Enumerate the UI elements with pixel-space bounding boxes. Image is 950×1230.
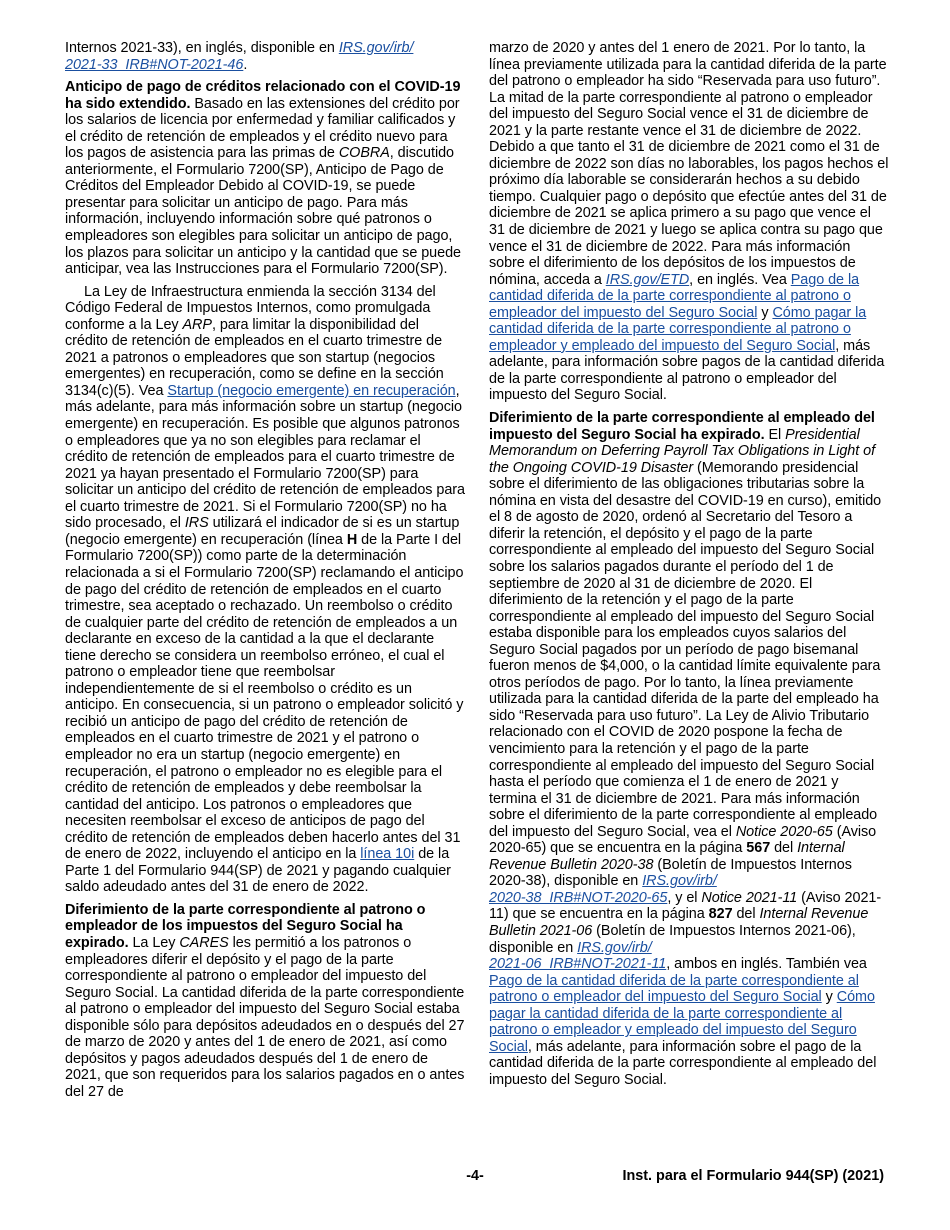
link-employer-deferred-payment-2[interactable]: Pago de la cantidad diferida de la parte correspondiente al patrono o empleador del impuesto del Seguro Social	[489, 972, 859, 1006]
page-footer	[0, 1168, 950, 1188]
footer-doc-title: Inst. para el Formulario 944(SP) (2021)	[622, 1168, 884, 1184]
heading-covid-advance: Anticipo de pago de créditos relacionado con el COVID-19 ha sido extendido.	[65, 79, 461, 112]
heading-employer-deferral: Diferimiento de la parte correspondiente al patrono o empleador de los impuestos del Seguro Social ha expirado.	[65, 901, 426, 951]
link-how-to-pay-deferred[interactable]: Cómo pagar la cantidad diferida de la parte correspondiente al patrono o empleador y empleado del impuesto del Seguro Social	[489, 304, 867, 354]
link-startup-recovery[interactable]: Startup (negocio emergente) en recuperación	[167, 382, 456, 399]
page-number: -4-	[466, 1168, 484, 1184]
link-how-to-pay-deferred-2[interactable]: Cómo pagar la cantidad diferida de la parte correspondiente al patrono o empleador y empleado del impuesto del Seguro Social	[489, 989, 875, 1055]
link-line-10i[interactable]: línea 10i	[360, 846, 415, 863]
paragraph-employer-deferral: Diferimiento de la parte correspondiente al patrono o empleador de los impuestos del Seguro Social ha expirado. La Ley CARES les permitió a los patronos o empleadores diferir el depósito y el pago de la parte correspondiente al patrono o empleador del impuesto del Seguro Social. La cantidad diferida de la parte correspondiente al patrono o empleador del impuesto del Seguro Social estaba disponible sólo para depósitos adeudados en o después del 27 de marzo de 2020 y antes del 1 de enero de 2021, así como depósitos y pagos adeudados después del 1 de enero de 2021, que son requeridos para los salarios pagados en o antes del 27 de	[65, 901, 465, 1100]
link-irb-2021-06[interactable]: IRS.gov/irb/ 2021-06_IRB#NOT-2021-11	[489, 939, 667, 973]
paragraph-covid-advance: Anticipo de pago de créditos relacionado con el COVID-19 ha sido extendido. Basado en las extensiones del crédito por los salarios de licencia por enfermedad y familiar calificados y el crédito de retención de empleados y el crédito nuevo para los pagos de asistencia para las primas de COBRA, discutido anteriormente, el Formulario 7200(SP), Anticipo de Pago de Créditos del Empleador Debido al COVID-19, se puede presentar para solicitar un anticipo de pago. Para más información, incluyendo información sobre qué patronos o empleadores son elegibles para solicitar un anticipo de pago, los plazos para solicitar un anticipo y la cantidad que se puede anticipar, vea las Instrucciones para el Formulario 7200(SP).	[65, 79, 461, 278]
heading-employee-deferral: Diferimiento de la parte correspondiente al empleado del impuesto del Seguro Social ha expirado.	[489, 410, 875, 443]
left-column	[65, 40, 465, 1106]
paragraph-employer-deferral-continued: marzo de 2020 y antes del 1 enero de 2021. Por lo tanto, la línea previamente utilizada para la cantidad diferida de la parte del patrono o empleador ha sido “Reservada para uso futuro”. La mitad de la parte correspondiente al patrono o empleador del impuesto del Seguro Social vence el 31 de diciembre de 2021 y la parte restante vence el 31 de diciembre de 2022. Debido a que tanto el 31 de diciembre de 2021 como el 31 de diciembre de 2022 son días no laborables, los pagos hechos el próximo día laborable se considerarán hechos a su debido tiempo. Cualquier pago o depósito que efectúe antes del 31 de diciembre de 2021 se aplica primero a su pago que vence el 31 de diciembre de 2021 y luego se aplica contra su pago que vence el 31 de diciembre de 2022. Para más información sobre el diferimiento de los depósitos de los impuestos de nómina, acceda a IRS.gov/ETD, en inglés. Vea Pago de la cantidad diferida de la parte correspondiente al patrono o empleador del impuesto del Seguro Social y Cómo pagar la cantidad diferida de la parte correspondiente al patrono o empleador y empleado del impuesto del Seguro Social, más adelante, para información sobre pagos de la cantidad diferida de la parte correspondiente al patrono o empleador del impuesto del Seguro Social.	[489, 40, 889, 404]
paragraph-continued: Internos 2021-33), en inglés, disponible en IRS.gov/irb/ 2021-33_IRB#NOT-2021-46.	[65, 40, 414, 73]
paragraph-employee-deferral: Diferimiento de la parte correspondiente al empleado del impuesto del Seguro Social ha expirado. El Presidential Memorandum on Deferring Payroll Tax Obligations in Light of the Ongoing COVID-19 Disaster (Memorando presidencial sobre el diferimiento de las obligaciones tributarias sobre la nómina en vista del desastre del COVID-19 en curso), emitido el 8 de agosto de 2020, ordenó al Secretario del Tesoro a diferir la retención, el depósito y el pago de la parte correspondiente al empleado del impuesto del Seguro Social sobre los salarios pagados durante el período del 1 de septiembre de 2020 al 31 de diciembre de 2020. El diferimiento de la retención y el pago de la parte correspondiente al empleado del impuesto del Seguro Social estaba disponible para los empleados cuyos salarios del Seguro Social pagados por un período de pago bisemanal fueron menos de $4,000, o la cantidad límite equivalente para otros períodos de pago. Por lo tanto, la línea previamente utilizada para la cantidad diferida de la parte del empleado ha sido “Reservada para uso futuro”. La Ley de Alivio Tributario relacionado con el COVID de 2020 pospone la fecha de vencimiento para la retención y el pago de la parte correspondiente al empleado del impuesto del Seguro Social hasta el período que comienza el 1 de enero de 2021 y termina el 31 de diciembre de 2021. Para más información sobre el diferimiento de la parte correspondiente al empleado del impuesto del Seguro Social, vea el Notice 2020-65 (Aviso 2020-65) que se encuentra en la página 567 del Internal Revenue Bulletin 2020-38 (Boletín de Impuestos Internos 2020-38), disponible en IRS.gov/irb/ 2020-38_IRB#NOT-2020-65, y el Notice 2021-11 (Aviso 2021-11) que se encuentra en la página 827 del Internal Revenue Bulletin 2021-06 (Boletín de Impuestos Internos 2021-06), disponible en IRS.gov/irb/ 2021-06_IRB#NOT-2021-11, ambos en inglés. También vea Pago de la cantidad diferida de la parte correspondiente al patrono o empleador del impuesto del Seguro Social y Cómo pagar la cantidad diferida de la parte correspondiente al patrono o empleador y empleado del impuesto del Seguro Social, más adelante, para información sobre el pago de la cantidad diferida de la parte correspondiente al empleado del impuesto del Seguro Social.	[489, 410, 882, 1088]
link-irb-2021-33[interactable]: IRS.gov/irb/ 2021-33_IRB#NOT-2021-46	[65, 40, 414, 73]
paragraph-infrastructure-act: La Ley de Infraestructura enmienda la sección 3134 del Código Federal de Impuestos Internos, como promulgada conforme a la Ley ARP, para limitar la disponibilidad del crédito de retención de empleados en el cuarto trimestre de 2021 a patronos o empleadores que son startup (negocios emergentes) en recuperación, como se define en la sección 3134(c)(5). Vea Startup (negocio emergente) en recuperación, más adelante, para más información sobre un startup (negocio emergente) en recuperación. Es posible que algunos patronos o empleadores que ya no son elegibles para reclamar el crédito de retención de empleados para el cuarto trimestre de 2021 ya hayan presentado el Formulario 7200(SP) para solicitar un anticipo del crédito de retención de empleados para el cuarto trimestre de 2021. Si el Formulario 7200(SP) no ha sido procesado, el IRS utilizará el indicador de si es un startup (negocio emergente) en recuperación (línea H de la Parte I del Formulario 7200(SP)) como parte de la determinación relacionada a si el Formulario 7200(SP) reclamando el anticipo de pago del crédito de retención de empleados en el cuarto trimestre, sea aceptado o rechazado. Un reembolso o crédito de cualquier parte del crédito de retención de empleados a un declarante en exceso de la cantidad a la que el declarante tiene derecho se considera un reembolso erróneo, el cual el patrono o empleador tiene que reembolsar independientemente de si el reembolso o crédito es un anticipo. En consecuencia, si un patrono o empleador solicitó y recibió un anticipo de pago del crédito de retención de empleados en el cuarto trimestre de 2021 y el patrono o empleador no era un startup (negocio emergente) en recuperación, el patrono o empleador no es elegible para el crédito de retención de empleados y debe reembolsar la cantidad del anticipo. Los patronos o empleadores que necesiten reembolsar el exceso de anticipos de pago del crédito de retención de empleados deben hacerlo antes del 31 de enero de 2022, incluyendo el anticipo en la línea 10i de la Parte 1 del Formulario 944(SP) de 2021 y pagando cualquier saldo adeudado antes del 31 de enero de 2022.	[65, 283, 465, 896]
link-irb-2020-38[interactable]: IRS.gov/irb/ 2020-38_IRB#NOT-2020-65	[489, 873, 717, 906]
link-employer-deferred-payment[interactable]: Pago de la cantidad diferida de la parte correspondiente al patrono o empleador del impuesto del Seguro Social	[489, 271, 860, 321]
link-irs-etd[interactable]: IRS.gov/ETD	[605, 271, 690, 288]
right-column	[489, 40, 889, 1094]
